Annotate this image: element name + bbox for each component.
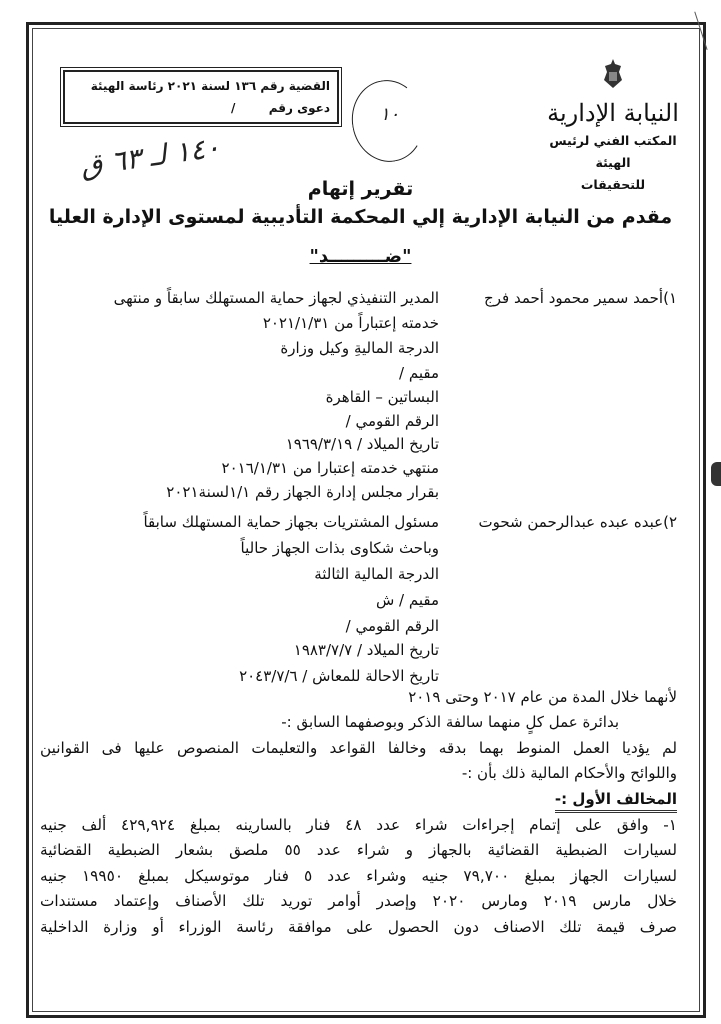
defendant-detail: مقيم / ش	[375, 591, 439, 609]
defendant-detail: المدير التنفيذي لجهاز حماية المستهلك سابقاً و منتهى	[113, 289, 439, 307]
org-logo-text: النيابة الإدارية	[547, 99, 679, 127]
punch-hole-mark	[711, 462, 721, 486]
item-line: صرف قيمة تلك الاصناف دون الحصول على موافقة رئاسة الوزراء أو وزارة الداخلية	[40, 918, 677, 936]
violator-heading: المخالف الأول :-	[555, 788, 677, 813]
defendant-detail: بقرار مجلس إدارة الجهاز رقم ١/١لسنة٢٠٢١	[166, 483, 439, 501]
report-title: تقرير إتهام	[307, 178, 414, 200]
against-heading: "ضـــــــــد"	[309, 246, 412, 267]
item-line: ١- وافق على إتمام إجراءات شراء عدد ٤٨ فنار بالسارينه بمبلغ ٤٢٩,٩٢٤ ألف جنيه	[40, 816, 677, 834]
handwritten-circle-number: ١٠	[380, 104, 400, 125]
defendant-detail: مقيم /	[399, 364, 439, 382]
charge-line: واللوائح والأحكام المالية ذلك بأن :-	[461, 764, 677, 782]
case-number: القضية رقم ١٣٦ لسنة ٢٠٢١ رئاسة الهيئة	[90, 79, 330, 93]
item-line: لسيارات الضبطية القضائية بالجهاز و شراء عدد ٥٥ ملصق بشعار الضبطية القضائية	[40, 841, 677, 859]
defendant-detail: الدرجة الماليةِ وكيل وزارة	[280, 339, 439, 357]
organization-header	[533, 58, 693, 196]
defendant-name: ٢)عبده عبده عبدالرحمن شحوت	[478, 513, 677, 531]
defendant-detail: الرقم القومي /	[345, 617, 439, 635]
scope-text: بدائرة عمل كلٍ منهما سالفة الذكر وبوصفهما السابق :-	[281, 713, 619, 731]
office-name: المكتب الفني لرئيس الهيئة	[549, 133, 677, 170]
defendant-detail: مسئول المشتريات بجهاز حماية المستهلك سابقاً	[143, 513, 439, 531]
item-line: لسيارات الجهاز بمبلغ ٧٩,٧٠٠ جنيه وشراء عدد ٥ فنار موتوسيكل بمبلغ ١٩٩٥٠ جنيه	[40, 867, 677, 885]
office-subtitle: للتحقيقات	[580, 177, 646, 192]
lawsuit-number: دعوى رقم /	[230, 101, 330, 115]
report-subtitle: مقدم من النيابة الإدارية إلي المحكمة التأديبية لمستوى الإدارة العليا	[48, 206, 673, 228]
charge-line: لم يؤديا العمل المنوط بهما بدقه وخالفا القواعد والتعليمات المنصوص عليها فى القوانين	[40, 739, 677, 757]
defendant-detail: الرقم القومي /	[345, 412, 439, 430]
defendant-detail: تاريخ الاحالة للمعاش / ٢٠٤٣/٧/٦	[239, 667, 439, 685]
case-number-box	[60, 67, 342, 127]
defendant-detail: تاريخ الميلاد / ١٩٨٣/٧/٧	[293, 641, 439, 659]
defendant-detail: البساتين – القاهرة	[325, 388, 439, 406]
eagle-emblem-icon	[600, 58, 626, 90]
handwritten-case-number: ١٤٠ لـ ٦٣ ق	[78, 130, 222, 183]
defendant-name: ١)أحمد سمير محمود أحمد فرج	[484, 289, 677, 307]
defendant-detail: منتهي خدمته إعتبارا من ٢٠١٦/١/٣١	[221, 459, 439, 477]
defendant-detail: تاريخ الميلاد / ١٩٦٩/٣/١٩	[285, 435, 439, 453]
defendant-detail: خدمته إعتباراً من ٢٠٢١/١/٣١	[262, 314, 439, 332]
item-line: خلال مارس ٢٠١٩ ومارس ٢٠٢٠ وإصدر أوامر توريد تلك الأصناف وإعتماد مستندات	[40, 892, 677, 910]
period-text: لأنهما خلال المدة من عام ٢٠١٧ وحتى ٢٠١٩	[408, 688, 677, 706]
defendant-detail: الدرجة المالية الثالثة	[314, 565, 439, 583]
defendant-detail: وباحث شكاوى بذات الجهاز حالياً	[240, 539, 439, 557]
